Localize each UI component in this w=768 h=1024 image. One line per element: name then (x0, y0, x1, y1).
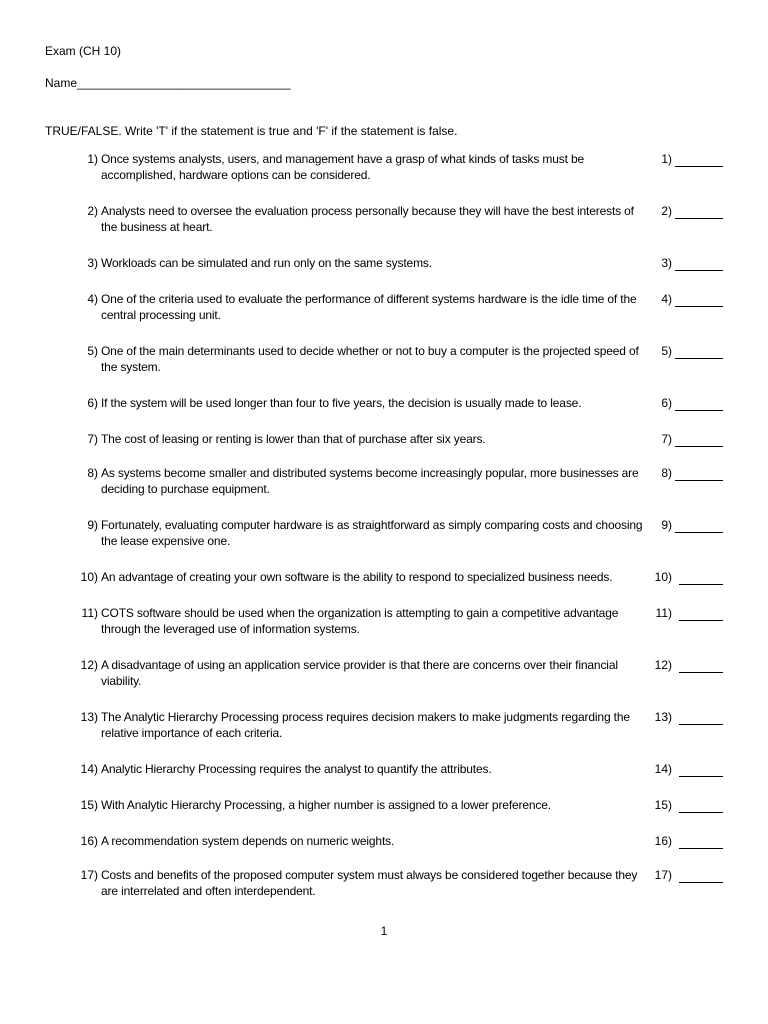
question-number: 11) (81, 606, 98, 620)
answer-blank[interactable] (679, 620, 723, 621)
answer-blank[interactable] (675, 166, 723, 167)
question-number: 6) (87, 396, 98, 410)
answer-blank[interactable] (679, 672, 723, 673)
question-text: A recommendation system depends on numeric weights. (101, 834, 395, 848)
answer-blank[interactable] (675, 410, 723, 411)
question-number: 1) (87, 152, 98, 166)
question-number: 16) (80, 834, 98, 848)
question-text: One of the criteria used to evaluate the performance of different systems hardware is the idle time of the central processing unit. (101, 292, 637, 322)
answer-number: 7) (661, 432, 672, 446)
answer-number: 1) (661, 152, 672, 166)
question-number: 10) (80, 570, 98, 584)
question-number: 9) (87, 518, 98, 532)
question-text: Workloads can be simulated and run only on the same systems. (101, 256, 432, 270)
question-text: As systems become smaller and distributed systems become increasingly popular, more businesses are deciding to purchase equipment. (101, 466, 639, 496)
question-text: If the system will be used longer than four to five years, the decision is usually made to lease. (101, 396, 582, 410)
answer-blank[interactable] (675, 480, 723, 481)
question-text: One of the main determinants used to decide whether or not to buy a computer is the projected speed of the system. (101, 344, 639, 374)
question-text: The Analytic Hierarchy Processing process requires decision makers to make judgments regarding the relative importance of each criteria. (101, 710, 630, 740)
answer-number: 16) (654, 834, 672, 848)
answer-number: 2) (661, 204, 672, 218)
answer-blank[interactable] (675, 358, 723, 359)
answer-number: 3) (661, 256, 672, 270)
answer-blank[interactable] (679, 848, 723, 849)
question-text: An advantage of creating your own software is the ability to respond to specialized business needs. (101, 570, 613, 584)
question-text: The cost of leasing or renting is lower than that of purchase after six years. (101, 432, 486, 446)
name-field-label: Name________________________________ (45, 76, 291, 90)
question-text: With Analytic Hierarchy Processing, a higher number is assigned to a lower preference. (101, 798, 551, 812)
answer-number: 12) (654, 658, 672, 672)
answer-blank[interactable] (675, 532, 723, 533)
answer-blank[interactable] (679, 584, 723, 585)
question-number: 17) (80, 868, 98, 882)
answer-number: 15) (654, 798, 672, 812)
answer-number: 13) (654, 710, 672, 724)
question-text: Once systems analysts, users, and management have a grasp of what kinds of tasks must be accomplished, hardware options can be considered. (101, 152, 585, 182)
question-text: COTS software should be used when the organization is attempting to gain a competitive advantage through the leveraged use of information systems. (101, 606, 619, 636)
question-number: 8) (87, 466, 98, 480)
question-text: Analysts need to oversee the evaluation process personally because they will have the best interests of the business at heart. (101, 204, 634, 234)
question-number: 15) (80, 798, 98, 812)
question-text: Costs and benefits of the proposed computer system must always be considered together because they are interrelated and often interdependent. (101, 868, 638, 898)
question-text: Analytic Hierarchy Processing requires the analyst to quantify the attributes. (101, 762, 492, 776)
question-text: A disadvantage of using an application service provider is that there are concerns over their financial viability. (101, 658, 618, 688)
question-number: 4) (87, 292, 98, 306)
answer-number: 4) (661, 292, 672, 306)
answer-blank[interactable] (675, 270, 723, 271)
answer-number: 10) (654, 570, 672, 584)
answer-number: 8) (661, 466, 672, 480)
answer-blank[interactable] (679, 882, 723, 883)
question-number: 3) (87, 256, 98, 270)
answer-blank[interactable] (675, 306, 723, 307)
question-number: 13) (80, 710, 98, 724)
exam-title: Exam (CH 10) (45, 44, 122, 58)
answer-number: 6) (661, 396, 672, 410)
page-number: 1 (380, 924, 388, 938)
answer-number: 14) (654, 762, 672, 776)
question-number: 7) (87, 432, 98, 446)
answer-number: 5) (661, 344, 672, 358)
answer-number: 17) (654, 868, 672, 882)
answer-blank[interactable] (675, 218, 723, 219)
question-text: Fortunately, evaluating computer hardware is as straightforward as simply comparing costs and choosing the lease expensive one. (101, 518, 643, 548)
answer-blank[interactable] (679, 812, 723, 813)
answer-number: 11) (655, 606, 672, 620)
question-number: 5) (87, 344, 98, 358)
question-number: 12) (80, 658, 98, 672)
answer-number: 9) (661, 518, 672, 532)
answer-blank[interactable] (675, 446, 723, 447)
question-number: 14) (80, 762, 98, 776)
section-instructions: TRUE/FALSE. Write 'T' if the statement is true and 'F' if the statement is false. (45, 124, 458, 138)
answer-blank[interactable] (679, 776, 723, 777)
answer-blank[interactable] (679, 724, 723, 725)
question-number: 2) (87, 204, 98, 218)
